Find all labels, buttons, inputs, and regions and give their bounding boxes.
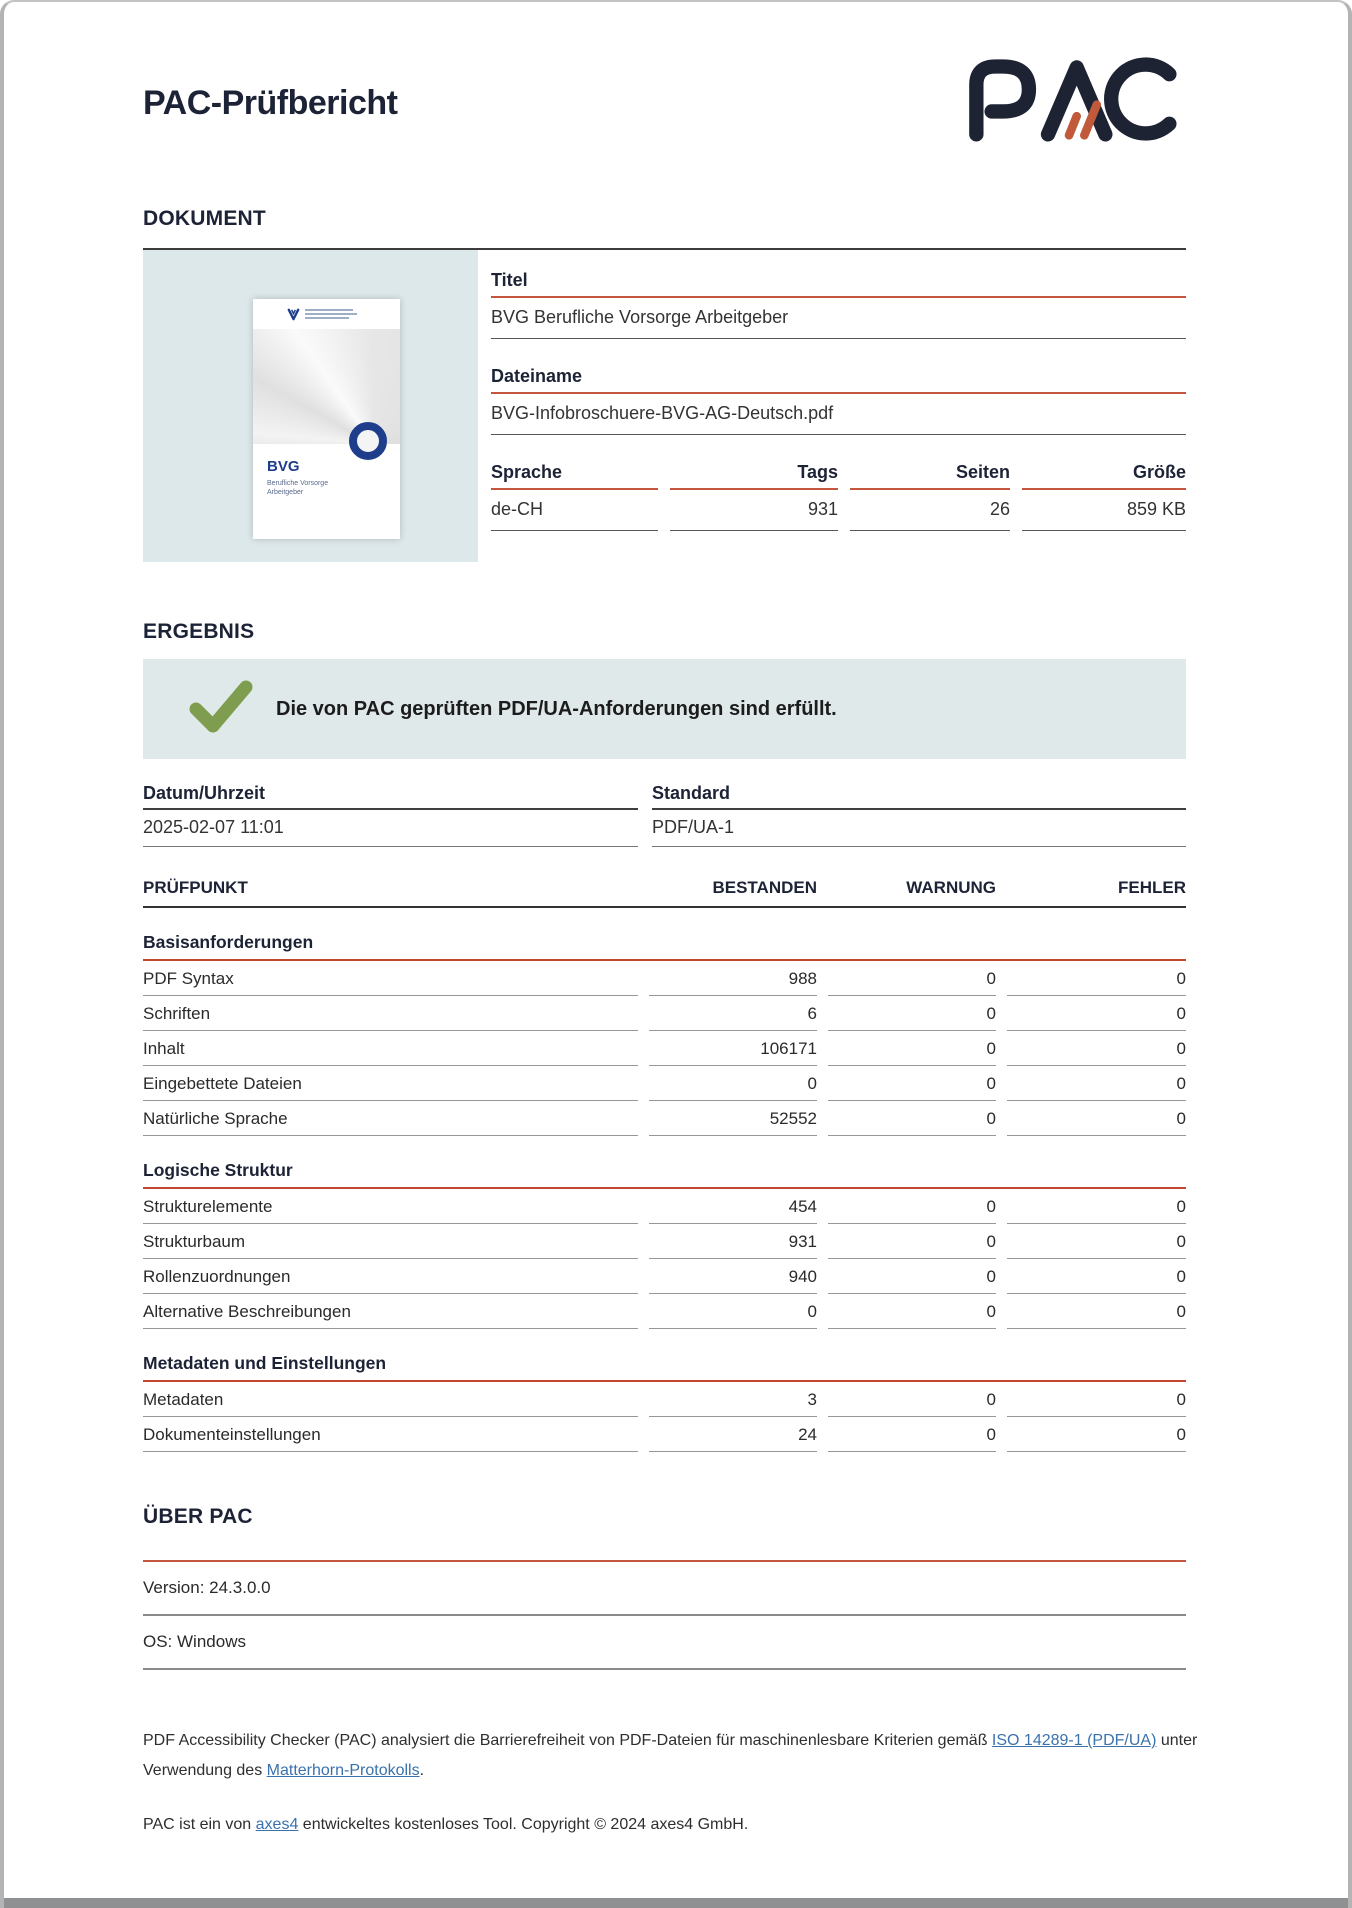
field-tags-value: 931 bbox=[670, 490, 838, 531]
thumbnail-subtitle: Berufliche Vorsorge Arbeitgeber bbox=[267, 480, 329, 496]
thumbnail-title: BVG bbox=[267, 458, 300, 475]
col-header-warnung: WARNUNG bbox=[906, 878, 996, 897]
footer-paragraph-2: PAC ist ein von axes4 entwickeltes kostenloses Tool. Copyright © 2024 axes4 GmbH. bbox=[143, 1816, 749, 1833]
col-header-pruefpunkt: PRÜFPUNKT bbox=[143, 878, 248, 897]
field-standard-label: Standard bbox=[652, 783, 1186, 810]
field-groesse-label: Größe bbox=[1022, 462, 1186, 490]
field-datum-label: Datum/Uhrzeit bbox=[143, 783, 638, 810]
pdf-thumbnail bbox=[253, 299, 400, 539]
field-sprache bbox=[491, 462, 658, 531]
field-dateiname bbox=[491, 366, 1186, 435]
col-header-bestanden: BESTANDEN bbox=[712, 878, 817, 897]
thumbnail-text-lines bbox=[305, 307, 357, 321]
check-icon bbox=[189, 680, 253, 739]
field-datum bbox=[143, 783, 638, 847]
field-sprache-label: Sprache bbox=[491, 462, 658, 490]
table-row: Strukturelemente 454 0 0 bbox=[143, 1189, 1186, 1224]
field-titel bbox=[491, 270, 1186, 339]
field-groesse-value: 859 KB bbox=[1022, 490, 1186, 531]
table-row: Alternative Beschreibungen 0 0 0 bbox=[143, 1294, 1186, 1329]
group-heading-basisanforderungen: Basisanforderungen bbox=[143, 932, 1186, 961]
group-heading-metadaten: Metadaten und Einstellungen bbox=[143, 1353, 1186, 1382]
about-os: OS: Windows bbox=[143, 1616, 1186, 1670]
result-meta bbox=[143, 783, 1186, 847]
section-heading-dokument: DOKUMENT bbox=[143, 207, 266, 230]
field-standard-value: PDF/UA-1 bbox=[652, 810, 1186, 847]
document-fields bbox=[491, 250, 1186, 562]
section-heading-ergebnis: ERGEBNIS bbox=[143, 620, 255, 643]
result-banner bbox=[143, 659, 1186, 759]
field-tags-label: Tags bbox=[670, 462, 838, 490]
field-groesse bbox=[1022, 462, 1186, 531]
document-section bbox=[143, 250, 1186, 562]
document-thumbnail-panel bbox=[143, 250, 478, 562]
field-sprache-value: de-CH bbox=[491, 490, 658, 531]
iso-14289-link[interactable]: ISO 14289-1 (PDF/UA) bbox=[991, 1732, 1157, 1749]
field-dateiname-value: BVG-Infobroschuere-BVG-AG-Deutsch.pdf bbox=[491, 394, 1186, 435]
report-header bbox=[143, 2, 1186, 144]
field-seiten-value: 26 bbox=[850, 490, 1010, 531]
table-row: Strukturbaum 931 0 0 bbox=[143, 1224, 1186, 1259]
field-row-meta bbox=[491, 462, 1186, 531]
window-bottom-edge bbox=[4, 1898, 1348, 1908]
table-row: Eingebettete Dateien 0 0 0 bbox=[143, 1066, 1186, 1101]
about-version: Version: 24.3.0.0 bbox=[143, 1562, 1186, 1616]
checks-table-header bbox=[143, 878, 1186, 908]
table-row: Dokumenteinstellungen 24 0 0 bbox=[143, 1417, 1186, 1452]
axes4-link[interactable]: axes4 bbox=[255, 1816, 299, 1833]
field-titel-label: Titel bbox=[491, 270, 1186, 298]
page-title: PAC-Prüfbericht bbox=[143, 84, 398, 122]
col-header-fehler: FEHLER bbox=[1118, 878, 1186, 897]
ring-icon bbox=[349, 422, 387, 460]
bvg-brochure-logo-icon bbox=[253, 299, 400, 329]
table-row: Natürliche Sprache 52552 0 0 bbox=[143, 1101, 1186, 1136]
field-dateiname-label: Dateiname bbox=[491, 366, 1186, 394]
field-titel-value: BVG Berufliche Vorsorge Arbeitgeber bbox=[491, 298, 1186, 339]
field-tags bbox=[670, 462, 838, 531]
field-standard bbox=[652, 783, 1186, 847]
section-heading-ueber-pac: ÜBER PAC bbox=[143, 1505, 253, 1528]
field-seiten bbox=[850, 462, 1010, 531]
matterhorn-protocol-link[interactable]: Matterhorn-Protokolls bbox=[266, 1762, 420, 1779]
result-message: Die von PAC geprüften PDF/UA-Anforderungen sind erfüllt. bbox=[276, 697, 837, 720]
field-datum-value: 2025-02-07 11:01 bbox=[143, 810, 638, 847]
group-heading-logische-struktur: Logische Struktur bbox=[143, 1160, 1186, 1189]
thumbnail-cover-art bbox=[253, 329, 400, 444]
table-row: PDF Syntax 988 0 0 bbox=[143, 961, 1186, 996]
footer bbox=[143, 1726, 1223, 1840]
footer-paragraph-1: PDF Accessibility Checker (PAC) analysiert die Barrierefreiheit von PDF-Dateien für maschinenlesbare Kriterien gemäß ISO 14289-1 (PDF/UA) unter Verwendung des Matterhorn-Protokolls. bbox=[143, 1732, 1198, 1779]
table-row: Metadaten 3 0 0 bbox=[143, 1382, 1186, 1417]
pac-logo-icon bbox=[954, 56, 1186, 147]
field-seiten-label: Seiten bbox=[850, 462, 1010, 490]
table-row: Inhalt 106171 0 0 bbox=[143, 1031, 1186, 1066]
table-row: Rollenzuordnungen 940 0 0 bbox=[143, 1259, 1186, 1294]
table-row: Schriften 6 0 0 bbox=[143, 996, 1186, 1031]
